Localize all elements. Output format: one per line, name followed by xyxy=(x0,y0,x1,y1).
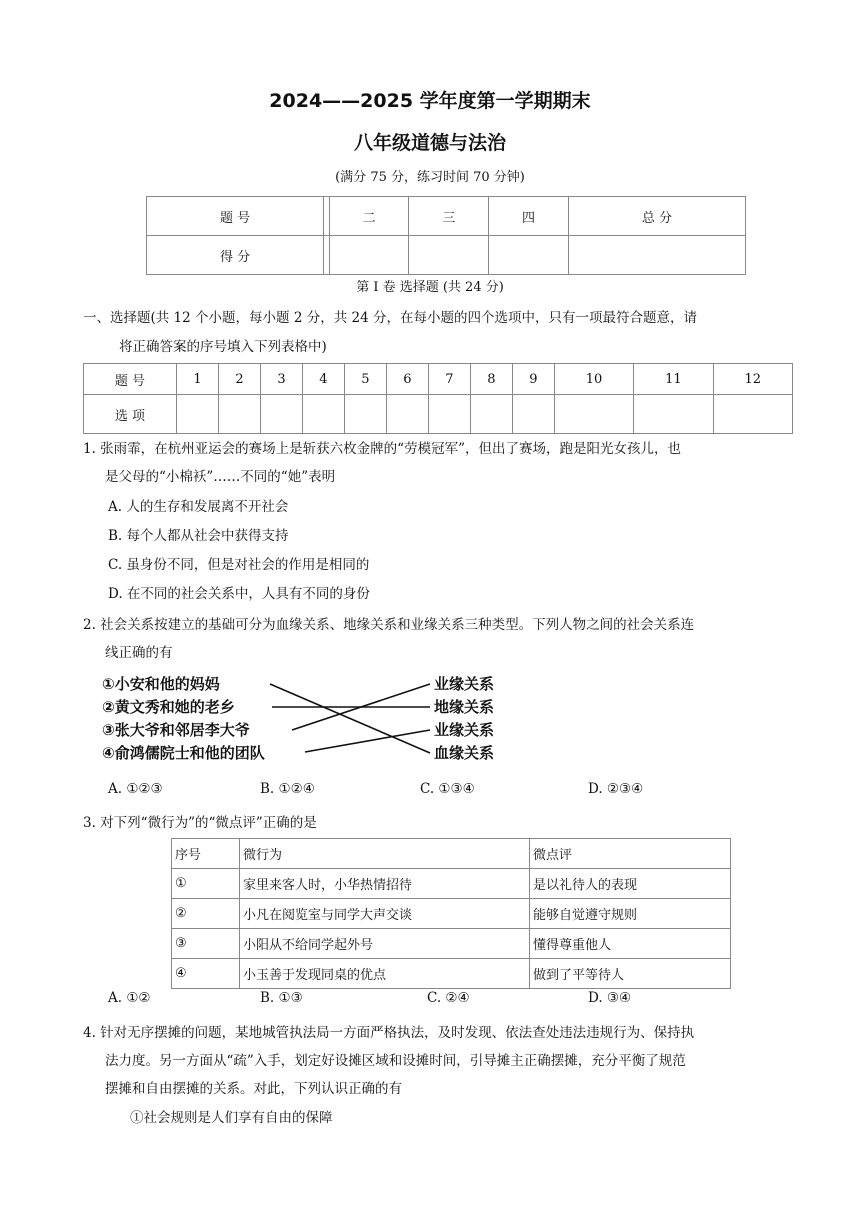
score-label-cell: 得 分 xyxy=(147,236,324,275)
q1-option-b: B. 每个人都从社会中获得支持 xyxy=(108,528,289,544)
answer-input-cell[interactable] xyxy=(470,395,512,434)
answer-number: 5 xyxy=(344,364,386,395)
table-cell: 是以礼待人的表现 xyxy=(530,869,731,899)
q4-stem: 4. 针对无序摆摊的问题，某地城管执法局一方面严格执法，及时发现、依法查处违法违规行为、保持执 xyxy=(83,1025,695,1041)
q3-option-a: A. ①② xyxy=(108,990,151,1006)
answer-input-cell[interactable] xyxy=(713,395,792,434)
connector-line xyxy=(270,684,430,753)
answer-number: 3 xyxy=(260,364,302,395)
score-input-cell[interactable] xyxy=(329,236,409,275)
table-cell: ④ xyxy=(172,959,240,989)
score-table xyxy=(146,196,746,275)
q2-stem: 线正确的有 xyxy=(105,645,173,661)
q1-option-a: A. 人的生存和发展离不开社会 xyxy=(108,499,289,515)
q4-item-1: ①社会规则是人们享有自由的保障 xyxy=(130,1110,333,1126)
q4-stem: 法力度。另一方面从“疏”入手，划定好设摊区域和设摊时间，引导摊主正确摆摊，充分平衡了规范 xyxy=(105,1053,686,1069)
instructions-line: 一、选择题(共 12 个小题，每小题 2 分，共 24 分，在每小题的四个选项中，只有一项最符合题意，请 xyxy=(83,310,697,326)
left-item: ①小安和他的妈妈 xyxy=(102,675,220,693)
table-cell: 小阳从不给同学起外号 xyxy=(240,929,530,959)
table-row xyxy=(172,959,731,989)
score-input-cell[interactable] xyxy=(489,236,569,275)
table-row xyxy=(172,929,731,959)
table-cell: 小凡在阅览室与同学大声交谈 xyxy=(240,899,530,929)
score-header-cell: 四 xyxy=(489,197,569,236)
answer-input-cell[interactable] xyxy=(218,395,260,434)
table-cell: 家里来客人时，小华热情招待 xyxy=(240,869,530,899)
answer-number: 1 xyxy=(177,364,219,395)
answer-number: 6 xyxy=(386,364,428,395)
answer-input-cell[interactable] xyxy=(512,395,554,434)
score-header-cell: 题 号 xyxy=(147,197,324,236)
instructions-line: 将正确答案的序号填入下列表格中) xyxy=(119,339,327,355)
right-item: 血缘关系 xyxy=(434,744,495,762)
answer-number: 7 xyxy=(428,364,470,395)
q3-option-d: D. ③④ xyxy=(588,990,632,1006)
score-input-cell[interactable] xyxy=(409,236,489,275)
answer-number: 2 xyxy=(218,364,260,395)
right-item: 业缘关系 xyxy=(434,721,495,739)
q1-option-c: C. 虽身份不同，但是对社会的作用是相同的 xyxy=(108,557,370,573)
relationship-matching-diagram xyxy=(100,668,520,768)
table-cell: ③ xyxy=(172,929,240,959)
answer-row-label: 选 项 xyxy=(84,395,177,434)
q2-option-d: D. ②③④ xyxy=(588,781,644,797)
right-item: 地缘关系 xyxy=(434,698,495,716)
answer-input-cell[interactable] xyxy=(302,395,344,434)
q3-option-b: B. ①③ xyxy=(260,990,303,1006)
section-title: 第 Ⅰ 卷 选择题 (共 24 分) xyxy=(356,280,504,295)
score-header-cell: 二 xyxy=(329,197,409,236)
table-cell: 小玉善于发现同桌的优点 xyxy=(240,959,530,989)
exam-note: (满分 75 分，练习时间 70 分钟) xyxy=(335,170,525,185)
answer-table xyxy=(83,363,793,434)
left-item: ②黄文秀和她的老乡 xyxy=(102,698,235,716)
answer-number: 9 xyxy=(512,364,554,395)
table-cell: 懂得尊重他人 xyxy=(530,929,731,959)
q4-stem: 摆摊和自由摆摊的关系。对此，下列认识正确的有 xyxy=(105,1081,402,1097)
table-cell: ② xyxy=(172,899,240,929)
table-header: 微点评 xyxy=(530,839,731,869)
left-item: ③张大爷和邻居李大爷 xyxy=(102,721,250,739)
answer-number: 8 xyxy=(470,364,512,395)
answer-input-cell[interactable] xyxy=(344,395,386,434)
table-header: 微行为 xyxy=(240,839,530,869)
answer-input-cell[interactable] xyxy=(386,395,428,434)
score-header-cell: 三 xyxy=(409,197,489,236)
table-row xyxy=(172,899,731,929)
answer-number: 4 xyxy=(302,364,344,395)
q1-stem: 是父母的“小棉袄”……不同的“她”表明 xyxy=(105,469,336,485)
q2-option-c: C. ①③④ xyxy=(420,781,475,797)
table-cell: 能够自觉遵守规则 xyxy=(530,899,731,929)
q3-option-c: C. ②④ xyxy=(427,990,470,1006)
connector-line xyxy=(305,730,430,752)
answer-input-cell[interactable] xyxy=(634,395,713,434)
table-cell: ① xyxy=(172,869,240,899)
q2-option-a: A. ①②③ xyxy=(108,781,163,797)
answer-header-label: 题 号 xyxy=(84,364,177,395)
q3-stem: 3. 对下列“微行为”的“微点评”正确的是 xyxy=(83,815,317,831)
left-item: ④俞鸿儒院士和他的团队 xyxy=(102,744,265,762)
answer-input-cell[interactable] xyxy=(177,395,219,434)
table-row xyxy=(172,869,731,899)
q1-option-d: D. 在不同的社会关系中，人具有不同的身份 xyxy=(108,586,370,602)
q1-stem: 1. 张雨霏，在杭州亚运会的赛场上是斩获六枚金牌的“劳模冠军”，但出了赛场，跑是阳光女孩儿，也 xyxy=(83,441,681,457)
micro-behavior-table xyxy=(171,838,731,989)
answer-input-cell[interactable] xyxy=(554,395,633,434)
exam-title: 2024——2025 学年度第一学期期末 xyxy=(269,90,591,112)
right-item: 业缘关系 xyxy=(434,675,495,693)
exam-subject: 八年级道德与法治 xyxy=(353,132,506,154)
table-cell: 做到了平等待人 xyxy=(530,959,731,989)
answer-number: 12 xyxy=(713,364,792,395)
answer-number: 11 xyxy=(634,364,713,395)
q2-option-b: B. ①②④ xyxy=(260,781,315,797)
q2-stem: 2. 社会关系按建立的基础可分为血缘关系、地缘关系和业缘关系三种类型。下列人物之间的社会关系连 xyxy=(83,617,695,633)
score-header-cell: 总 分 xyxy=(568,197,745,236)
answer-input-cell[interactable] xyxy=(260,395,302,434)
answer-input-cell[interactable] xyxy=(428,395,470,434)
score-input-cell[interactable] xyxy=(568,236,745,275)
answer-number: 10 xyxy=(554,364,633,395)
table-header: 序号 xyxy=(172,839,240,869)
